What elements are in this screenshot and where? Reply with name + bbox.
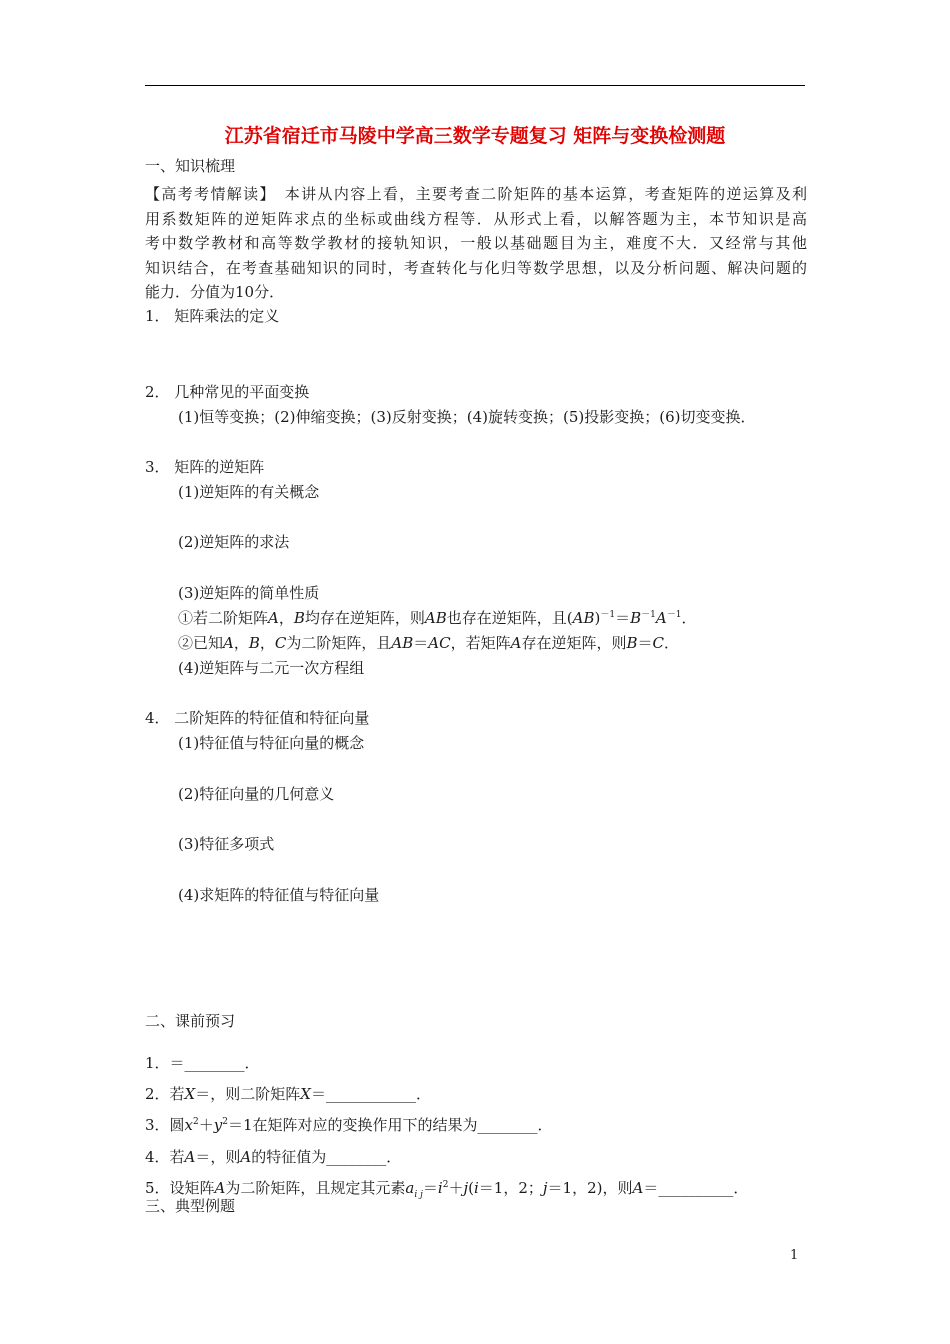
item-3-property-2: ②已知A，B，C为二阶矩阵，且AB＝AC，若矩阵A存在逆矩阵，则B＝C． xyxy=(178,634,680,652)
item-4-heading: 4． 二阶矩阵的特征值和特征向量 xyxy=(145,709,370,727)
item-4-sub-1: (1)特征值与特征向量的概念 xyxy=(178,734,365,752)
preview-question-2: 2．若X＝，则二阶矩阵X＝____________． xyxy=(145,1085,431,1103)
section-heading-3: 三、典型例题 xyxy=(145,1197,236,1215)
item-3-sub-3: (3)逆矩阵的简单性质 xyxy=(178,584,320,602)
intro-line-4: 知识结合，在考查基础知识的同时，考查转化与化归等数学思想，以及分析问题、解决问题的 xyxy=(145,258,807,277)
item-3-sub-2: (2)逆矩阵的求法 xyxy=(178,533,290,551)
preview-question-4: 4．若A＝，则A的特征值为________． xyxy=(145,1148,402,1166)
item-1-heading: 1． 矩阵乘法的定义 xyxy=(145,307,280,325)
header-rule xyxy=(145,85,805,86)
intro-lead: 【高考考情解读】 xyxy=(145,185,276,203)
section-heading-1: 一、知识梳理 xyxy=(145,157,236,175)
item-4-sub-4: (4)求矩阵的特征值与特征向量 xyxy=(178,886,380,904)
intro-line-5: 能力．分值为10分． xyxy=(145,283,285,302)
item-2-heading: 2． 几种常见的平面变换 xyxy=(145,383,310,401)
intro-paragraph xyxy=(145,182,807,305)
page-number: 1 xyxy=(790,1248,799,1263)
intro-line-3: 考中数学教材和高等数学教材的接轨知识，一般以基础题目为主，难度不大．又经常与其他 xyxy=(145,234,807,253)
item-2-list: (1)恒等变换；(2)伸缩变换；(3)反射变换；(4)旋转变换；(5)投影变换；(6)切变变换． xyxy=(178,408,756,426)
item-3-heading: 3． 矩阵的逆矩阵 xyxy=(145,458,265,476)
intro-line-1: 【高考考情解读】 本讲从内容上看，主要考查二阶矩阵的基本运算，考查矩阵的逆运算及利 xyxy=(145,185,807,203)
item-4-sub-3: (3)特征多项式 xyxy=(178,835,275,853)
item-3-sub-1: (1)逆矩阵的有关概念 xyxy=(178,483,320,501)
preview-question-1: 1．＝________． xyxy=(145,1054,260,1072)
document-title: 江苏省宿迁市马陵中学高三数学专题复习 矩阵与变换检测题 xyxy=(224,125,726,147)
preview-question-3: 3．圆$x^2+y^2=1$在矩阵对应的变换作用下的结果为________． xyxy=(145,1116,553,1134)
item-3-sub-4: (4)逆矩阵与二元一次方程组 xyxy=(178,659,365,677)
item-3-property-1: ①若二阶矩阵A，B均存在逆矩阵，则AB也存在逆矩阵，且$(AB)^{-1}=B^{-1}A^{-1}$． xyxy=(178,609,697,627)
item-4-sub-2: (2)特征向量的几何意义 xyxy=(178,785,335,803)
preview-question-5: 5．设矩阵A为二阶矩阵，且规定其元素$a_{i j}=i^2+j(i=1$，2；j＝1，2)，则A＝__________． xyxy=(145,1179,749,1200)
section-heading-2: 二、课前预习 xyxy=(145,1012,236,1030)
intro-line-2: 用系数矩阵的逆矩阵求点的坐标或曲线方程等．从形式上看，以解答题为主，本节知识是高 xyxy=(145,209,807,228)
